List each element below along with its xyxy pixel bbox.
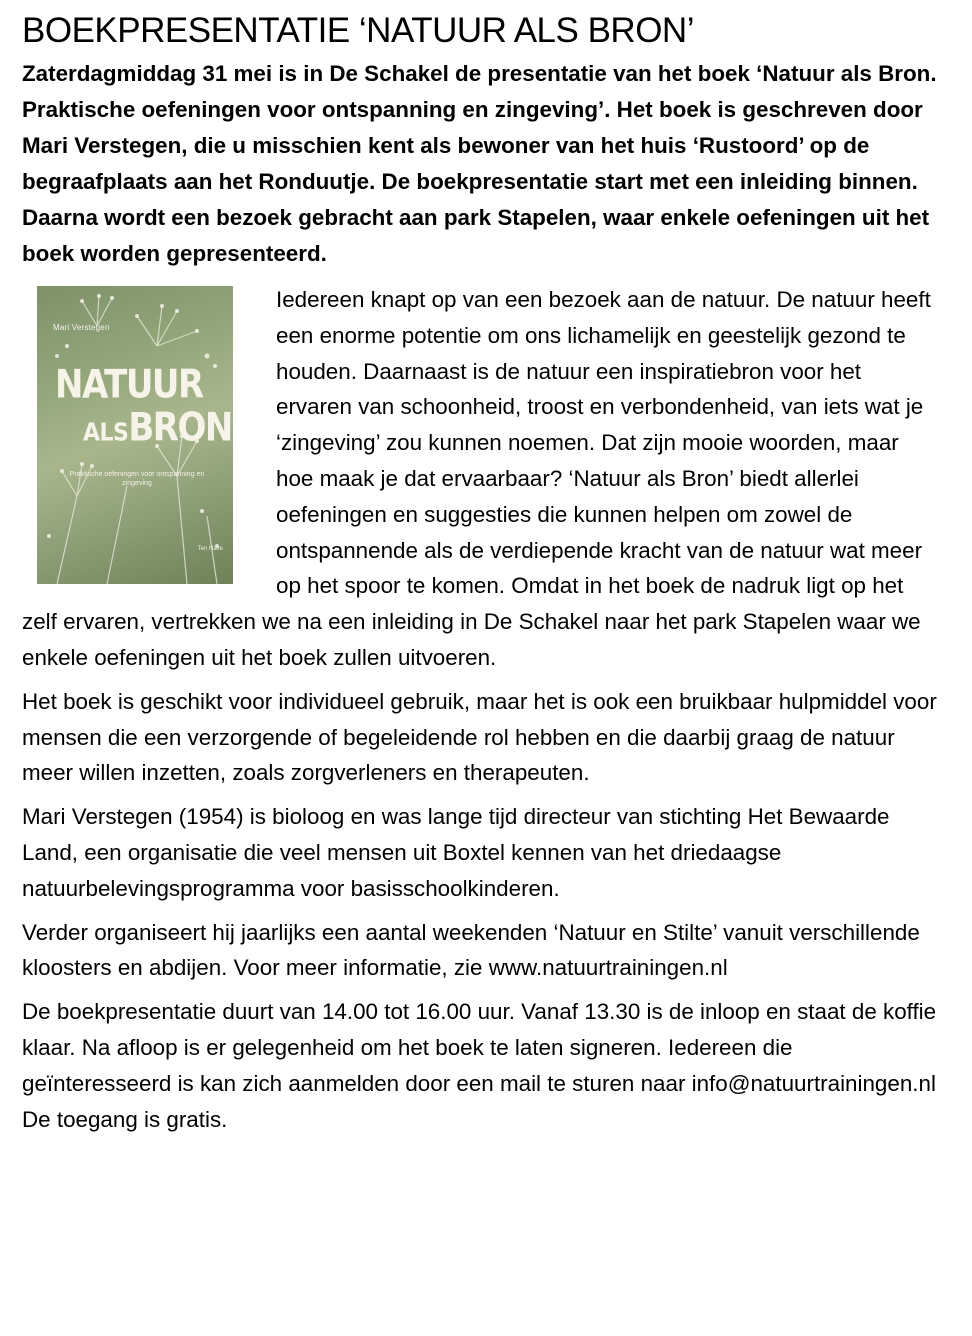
page-title: BOEKPRESENTATIE ‘NATUUR ALS BRON’	[22, 11, 694, 50]
cover-author: Mari Verstegen	[53, 323, 110, 332]
cover-title-als: ALS	[83, 418, 129, 448]
cover-title-bron: BRON	[128, 404, 232, 451]
cover-title-line2	[83, 404, 232, 454]
article-body	[22, 282, 938, 1137]
intro-paragraph: Zaterdagmiddag 31 mei is in De Schakel de presentatie van het boek ‘Natuur als Bron. Praktische oefeningen voor ontspanning en zingeving’. Het boek is geschreven door Mari Verstegen, die u misschien kent als bewoner van het huis ‘Rustoord’ op de begraafplaats aan het Ronduutje. De boekpresentatie start met een inleiding binnen. Daarna wordt een bezoek gebracht aan park Stapelen, waar enkele oefeningen uit het boek worden gepresenteerd.	[22, 61, 937, 266]
cover-title-line1: NATUUR	[55, 361, 203, 408]
cover-publisher: Ten Have	[197, 546, 223, 553]
body-paragraph: Mari Verstegen (1954) is bioloog en was lange tijd directeur van stichting Het Bewaarde Land, een organisatie die veel mensen uit Boxtel kennen van het driedaagse natuurbelevingsprogramma voor basisschoolkinderen.	[22, 804, 890, 901]
body-paragraph: De boekpresentatie duurt van 14.00 tot 16.00 uur. Vanaf 13.30 is de inloop en staat de koffie klaar. Na afloop is er gelegenheid om het boek te laten signeren. Iedereen die geïnteresseerd is kan zich aanmelden door een mail te sturen naar info@natuurtrainingen.nl De toegang is gratis.	[22, 999, 937, 1132]
book-cover-image	[37, 286, 233, 584]
body-paragraph: Iedereen knapt op van een bezoek aan de natuur. De natuur heeft een enorme potentie om ons lichamelijk en geestelijk gezond te houden. Daarnaast is de natuur een inspiratiebron voor het ervaren van schoonheid, troost en verbondenheid, van iets wat je ‘zingeving’ zou kunnen noemen. Dat zijn mooie woorden, maar hoe maak je dat ervaarbaar? ‘Natuur als Bron’ biedt allerlei oefeningen en suggesties die kunnen helpen om zowel de ontspannende als de verdiepende kracht van de natuur wat meer op het spoor te komen. Omdat in het boek de nadruk ligt op het zelf ervaren, vertrekken we na een inleiding in De Schakel naar het park Stapelen waar we enkele oefeningen uit het boek zullen uitvoeren.	[22, 287, 931, 670]
cover-subtitle: Praktische oefeningen voor ontspanning en zingeving	[69, 471, 205, 487]
body-paragraph: Het boek is geschikt voor individueel gebruik, maar het is ook een bruikbaar hulpmiddel voor mensen die een verzorgende of begeleidende rol hebben en die daarbij graag de natuur meer willen inzetten, zoals zorgverleners en therapeuten.	[22, 688, 937, 786]
body-paragraph: Verder organiseert hij jaarlijks een aantal weekenden ‘Natuur en Stilte’ vanuit verschillende kloosters en abdijen. Voor meer informatie, zie www.natuurtrainingen.nl	[22, 919, 920, 981]
